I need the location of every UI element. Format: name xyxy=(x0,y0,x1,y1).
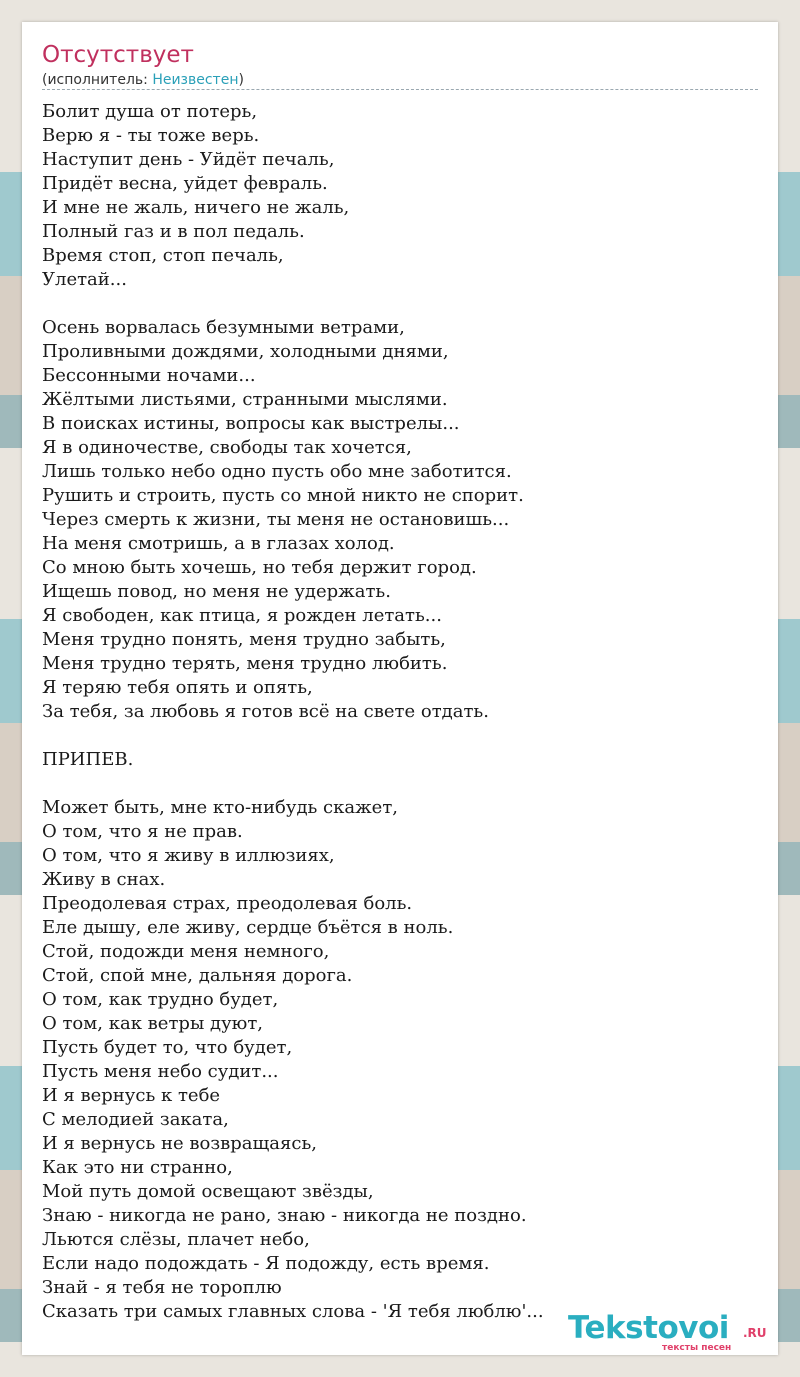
lyric-line: Со мною быть хочешь, но тебя держит город. xyxy=(42,557,477,578)
lyrics-text xyxy=(42,100,758,1324)
lyric-line: Бессонными ночами... xyxy=(42,365,256,386)
lyric-line: Мой путь домой освещают звёзды, xyxy=(42,1181,374,1202)
lyric-line: О том, как ветры дуют, xyxy=(42,1013,264,1034)
lyric-line: Проливными дождями, холодными днями, xyxy=(42,341,449,362)
artist-prefix: (исполнитель: xyxy=(42,72,153,88)
lyric-line: Если надо подождать - Я подожду, есть время. xyxy=(42,1253,490,1274)
lyric-line: Стой, спой мне, дальняя дорога. xyxy=(42,965,353,986)
lyric-line: За тебя, за любовь я готов всё на свете отдать. xyxy=(42,701,489,722)
lyric-line: Придёт весна, уйдет февраль. xyxy=(42,173,328,194)
lyric-line: Ищешь повод, но меня не удержать. xyxy=(42,581,391,602)
lyric-line: Преодолевая страх, преодолевая боль. xyxy=(42,893,413,914)
lyric-line: Сказать три самых главных слова - 'Я тебя люблю'... xyxy=(42,1301,544,1322)
lyric-line: Осень ворвалась безумными ветрами, xyxy=(42,317,405,338)
lyric-line: Верю я - ты тоже верь. xyxy=(42,125,260,146)
lyric-line: Улетай... xyxy=(42,269,127,290)
lyric-line: О том, как трудно будет, xyxy=(42,989,279,1010)
lyric-line: Знай - я тебя не тороплю xyxy=(42,1277,282,1298)
lyric-line: Я в одиночестве, свободы так хочется, xyxy=(42,437,412,458)
lyric-line: Лишь только небо одно пусть обо мне заботится. xyxy=(42,461,512,482)
lyric-line: Рушить и строить, пусть со мной никто не спорит. xyxy=(42,485,524,506)
song-title: Отсутствует xyxy=(42,42,194,68)
lyric-line: Время стоп, стоп печаль, xyxy=(42,245,284,266)
lyric-line: Меня трудно терять, меня трудно любить. xyxy=(42,653,448,674)
lyric-line xyxy=(42,292,758,316)
lyric-line: Знаю - никогда не рано, знаю - никогда не поздно. xyxy=(42,1205,527,1226)
lyric-line: О том, что я не прав. xyxy=(42,821,243,842)
lyric-line: На меня смотришь, а в глазах холод. xyxy=(42,533,395,554)
lyric-line: О том, что я живу в иллюзиях, xyxy=(42,845,335,866)
lyric-line xyxy=(42,772,758,796)
lyric-line: Жёлтыми листьями, странными мыслями. xyxy=(42,389,448,410)
logo-wordmark: Tekstovoi xyxy=(568,1310,729,1346)
lyric-line: И я вернусь к тебе xyxy=(42,1085,221,1106)
lyrics-card xyxy=(22,22,778,1355)
lyric-line: Живу в снах. xyxy=(42,869,166,890)
lyric-line: Болит душа от потерь, xyxy=(42,101,258,122)
lyric-line: И мне не жаль, ничего не жаль, xyxy=(42,197,350,218)
lyric-line: Наступит день - Уйдёт печаль, xyxy=(42,149,335,170)
lyric-line: Еле дышу, еле живу, сердце бъётся в ноль. xyxy=(42,917,454,938)
lyric-line: Как это ни странно, xyxy=(42,1157,233,1178)
lyric-line: И я вернусь не возвращаясь, xyxy=(42,1133,317,1154)
lyric-line: Может быть, мне кто-нибудь скажет, xyxy=(42,797,399,818)
lyric-line: Меня трудно понять, меня трудно забыть, xyxy=(42,629,446,650)
lyric-line: ПРИПЕВ. xyxy=(42,749,134,770)
lyric-line: Пусть меня небо судит... xyxy=(42,1061,279,1082)
site-logo[interactable] xyxy=(568,1310,778,1360)
lyric-line: В поисках истины, вопросы как выстрелы... xyxy=(42,413,460,434)
lyric-line: Я свободен, как птица, я рожден летать... xyxy=(42,605,442,626)
artist-link[interactable]: Неизвестен xyxy=(152,72,239,88)
logo-tld: .RU xyxy=(743,1326,767,1340)
logo-tagline: тексты песен xyxy=(662,1343,732,1353)
lyric-line: Льются слёзы, плачет небо, xyxy=(42,1229,310,1250)
artist-suffix: ) xyxy=(238,72,244,88)
artist-byline xyxy=(42,72,244,88)
lyric-line xyxy=(42,724,758,748)
lyric-line: Через смерть к жизни, ты меня не остановишь... xyxy=(42,509,510,530)
lyric-line: Стой, подожди меня немного, xyxy=(42,941,330,962)
title-divider xyxy=(42,89,758,90)
lyric-line: Я теряю тебя опять и опять, xyxy=(42,677,313,698)
lyric-line: Полный газ и в пол педаль. xyxy=(42,221,305,242)
lyric-line: Пусть будет то, что будет, xyxy=(42,1037,293,1058)
lyric-line: С мелодией заката, xyxy=(42,1109,229,1130)
